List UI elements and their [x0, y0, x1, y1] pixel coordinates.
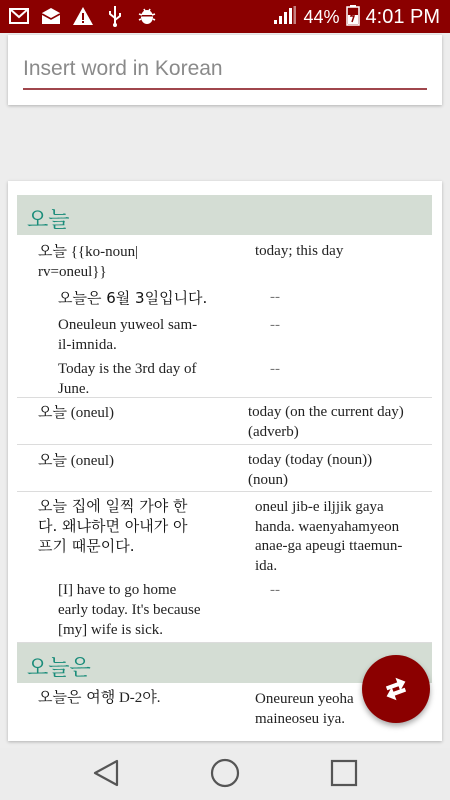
entry-english-line: (adverb) [248, 424, 299, 440]
entry-english [255, 689, 354, 729]
sentence-line: handa. waenyahamyeon [255, 518, 400, 535]
clock: 4:01 PM [365, 6, 440, 28]
example-korean: 오늘은 6월 3일입니다. [58, 289, 208, 307]
sentence-english [58, 580, 201, 640]
back-button[interactable] [89, 758, 123, 792]
example-translation: -- [270, 582, 280, 598]
definition-entry[interactable] [17, 445, 432, 492]
entry-english [248, 450, 372, 490]
search-input[interactable] [23, 52, 427, 90]
example-romanization [58, 315, 197, 355]
entry-english-line: Oneureun yeoha [255, 691, 354, 707]
sentence-line: 프기 때문이다. [38, 537, 135, 555]
entry-english: today; this day [255, 243, 344, 259]
battery-percent: 44% [303, 7, 340, 27]
sentence-line: 오늘 집에 일찍 가야 한 [38, 497, 188, 515]
example-line: il-imnida. [58, 337, 117, 353]
example-english [58, 359, 197, 399]
recents-button[interactable] [327, 758, 361, 792]
search-card [8, 35, 442, 105]
mail-icon [40, 5, 62, 27]
results-card[interactable] [8, 181, 442, 741]
entry-korean: 오늘은 여행 [38, 688, 116, 706]
headword-header: 오늘 [17, 195, 432, 235]
entry-romanization: {{ko-noun| [70, 244, 139, 260]
sentence-line: ida. [255, 557, 278, 574]
example-translation: -- [270, 289, 280, 305]
entry-korean: 오늘 [38, 242, 67, 260]
entry-korean: 오늘 [38, 451, 67, 469]
swap-arrows-icon [381, 672, 411, 707]
entry-english-line: today (today (noun)) [248, 452, 373, 468]
entry-korean: 오늘 [38, 403, 67, 421]
battery-icon [346, 4, 360, 31]
navigation-bar [0, 748, 450, 800]
sentence-line: early today. It's because [58, 602, 201, 618]
entry-romanization: (oneul) [70, 405, 115, 421]
home-icon [209, 757, 241, 794]
example-translation: -- [270, 361, 280, 377]
signal-icon [273, 5, 297, 30]
entry-romanization: D-2야. [118, 690, 161, 706]
entry-romanization-cont: rv=oneul}} [38, 264, 107, 280]
sentence-line: 다. 왜냐하면 아내가 아 [38, 517, 188, 535]
sentence-korean [38, 496, 187, 556]
entry-english-line: maineoseu iya. [255, 711, 345, 727]
definition-entry[interactable] [17, 398, 432, 445]
entry-english [248, 402, 404, 442]
example-line: Oneuleun yuweol sam- [58, 317, 198, 333]
gmail-icon [8, 5, 30, 27]
definition-entry[interactable] [17, 235, 432, 398]
sentence-line: anae-ga apeugi ttaemun- [255, 538, 403, 554]
sentence-line: [I] have to go home [58, 582, 177, 598]
sentence-line: oneul jib-e iljjik gaya [255, 499, 384, 515]
status-bar [0, 0, 450, 33]
entry-english-line: (noun) [248, 472, 288, 488]
android-debug-icon [136, 5, 158, 27]
entry-romanization: (oneul) [70, 453, 115, 469]
example-sentence-entry[interactable] [17, 492, 432, 643]
example-translation: -- [270, 317, 280, 333]
sentence-line: [my] wife is sick. [58, 622, 163, 638]
example-line: Today is the 3rd day of [58, 361, 197, 377]
swap-button[interactable] [362, 655, 430, 723]
usb-icon [104, 5, 126, 27]
recents-icon [329, 758, 359, 793]
entry-english-line: today (on the current day) [248, 404, 404, 420]
headword-header: 오늘은 [17, 643, 432, 683]
home-button[interactable] [208, 758, 242, 792]
example-line: June. [58, 381, 90, 397]
sentence-romanization [255, 498, 402, 576]
back-icon [91, 758, 121, 793]
warning-icon [72, 5, 94, 27]
